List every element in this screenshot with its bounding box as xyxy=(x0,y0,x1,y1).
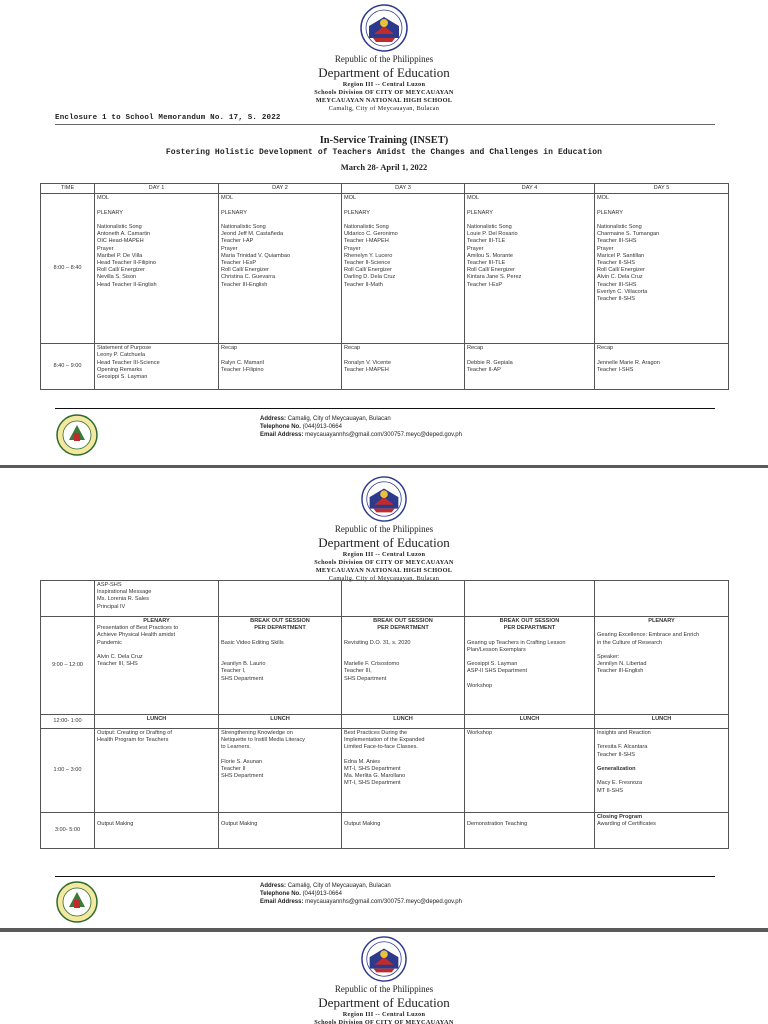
cell-line: Nevilla S. Sison xyxy=(97,274,137,281)
cell-line: Teacher III-SHS xyxy=(597,281,637,288)
table-row xyxy=(41,813,729,849)
cell-line xyxy=(467,217,592,224)
cell-line: Teacher III, xyxy=(344,668,372,675)
cell-line: Uldarico C. Geronimo xyxy=(344,231,398,238)
cell-line: Revisiting D.O. 31, s. 2020 xyxy=(344,639,411,646)
day2-cell xyxy=(219,715,342,729)
cell-line: Health Program for Teachers xyxy=(97,737,169,744)
cell-line: Maricel P. Santillan xyxy=(597,252,645,259)
cell-line: Antoneth A. Camartin xyxy=(97,231,151,238)
cell-line xyxy=(597,352,726,359)
cell-line xyxy=(221,814,339,821)
day3-cell xyxy=(342,729,465,813)
cell-line: Ma. Merlita G. Marollano xyxy=(344,773,406,780)
cell-line: OIC Head-MAPEH xyxy=(97,238,144,245)
document-page-2 xyxy=(0,468,768,928)
footer-email: meycauayannhs@gmail.com/300757.meyc@deped.gov.ph xyxy=(305,432,462,438)
cell-line: Nationalistic Song xyxy=(467,224,512,231)
cell-line: Output: Creating or Drafting of xyxy=(97,730,172,736)
department-name: Department of Education xyxy=(318,65,450,80)
cell-line xyxy=(97,202,216,209)
cell-line: Prayer xyxy=(344,245,361,252)
school-address: Camalig, City of Meycauayan, Bulacan xyxy=(328,105,440,112)
day2-cell xyxy=(219,617,342,715)
cell-line: Roll Call/ Energizer xyxy=(221,267,269,274)
day1-cell xyxy=(95,617,219,715)
letterhead xyxy=(0,476,768,583)
cell-line: MOL xyxy=(344,195,357,202)
day5-cell xyxy=(595,729,729,813)
day4-cell xyxy=(465,813,595,849)
day2-cell xyxy=(219,344,342,390)
cell-line: Head Teacher II-Filipino xyxy=(97,260,156,267)
cell-line: PLENARY xyxy=(648,618,675,624)
cell-line: Teacher I-Filipino xyxy=(221,366,264,373)
footer-telephone: (044)913-0664 xyxy=(302,891,342,897)
cell-line: Darling D. Dela Cruz xyxy=(344,274,396,281)
cell-line: Limited Face-to-face Classes. xyxy=(344,744,418,751)
cell-line xyxy=(221,217,339,224)
time-cell: 9:00 – 12:00 xyxy=(41,617,95,715)
cell-line: Presentation of Best Practices to xyxy=(97,625,179,632)
table-row xyxy=(41,344,729,390)
cell-line: PER DEPARTMENT xyxy=(503,625,556,632)
cell-line: Workshop xyxy=(467,682,493,689)
cell-line: MT-I, SHS Department xyxy=(344,780,401,787)
cell-line: Workshop xyxy=(467,730,493,736)
cell-line xyxy=(97,217,216,224)
cell-line: PLENARY xyxy=(597,209,624,216)
deped-seal-icon xyxy=(361,936,407,982)
telephone-label: Telephone No. xyxy=(260,891,301,897)
cell-line: Teacher I-EsP xyxy=(221,260,257,267)
cell-line: Geosippi S. Layman xyxy=(97,374,148,381)
cell-line: Teacher II-AP xyxy=(467,366,501,373)
cell-line: Netiquette to Instill Media Literacy xyxy=(221,737,305,744)
time-cell: 3:00- 5:00 xyxy=(41,813,95,849)
table-header-row xyxy=(41,184,729,194)
cell-line: MT-I, SHS Department xyxy=(344,766,401,773)
region-text: Region III -- Central Luzon xyxy=(342,551,426,558)
cell-line xyxy=(467,202,592,209)
header-cell: DAY 3 xyxy=(342,184,465,194)
cell-line: Charmaine S. Tumangan xyxy=(597,231,660,238)
cell-line: in the Culture of Research xyxy=(597,639,662,646)
cell-line xyxy=(97,814,216,821)
cell-line xyxy=(597,759,726,766)
cell-line: Teacher III, SHS xyxy=(97,661,138,668)
time-cell: 8:40 – 9:00 xyxy=(41,344,95,390)
cell-line: Teacher III-SHS xyxy=(597,238,637,245)
email-label: Email Address: xyxy=(260,899,304,905)
cell-line: Roll Call/ Energizer xyxy=(597,267,645,274)
cell-line xyxy=(221,647,339,654)
cell-line: ASP-II SHS Department xyxy=(467,668,527,675)
day5-cell xyxy=(595,813,729,849)
cell-line: Leony P. Catchuela xyxy=(97,352,146,359)
footer-address: Camalig, City of Meycauayan, Bulacan xyxy=(287,416,391,422)
cell-line: MOL xyxy=(467,195,480,202)
cell-line: Teacher III-TLE xyxy=(467,260,506,267)
cell-line: LUNCH xyxy=(270,716,290,722)
cell-line: MOL xyxy=(597,195,610,202)
cell-line xyxy=(344,202,462,209)
cell-line: Jeanilyn B. Laurio xyxy=(221,661,266,668)
department-name: Department of Education xyxy=(318,995,450,1010)
cell-line: Prayer xyxy=(467,245,484,252)
day4-cell xyxy=(465,344,595,390)
cell-line xyxy=(221,752,339,759)
cell-line: Head Teacher II-English xyxy=(97,281,157,288)
cell-line: Implementation of the Expanded xyxy=(344,737,425,744)
cell-line: Marielle F. Crisostomo xyxy=(344,661,400,668)
day3-cell xyxy=(342,617,465,715)
cell-line: Speaker: xyxy=(597,654,620,661)
cell-line: Kintara Jane S. Perez xyxy=(467,274,522,281)
cell-line: LUNCH xyxy=(393,716,413,722)
footer-contact xyxy=(260,882,462,906)
cell-line xyxy=(344,647,462,654)
cell-line: Teacher III-English xyxy=(597,668,644,675)
cell-line: Teacher I-EsP xyxy=(467,281,503,288)
cell-line: Nationalistic Song xyxy=(597,224,642,231)
footer-email: meycauayannhs@gmail.com/300757.meyc@deped.gov.ph xyxy=(305,899,462,905)
cell-line: MT II-SHS xyxy=(597,787,624,794)
cell-line: Opening Remarks xyxy=(97,366,143,373)
header-cell: DAY 1 xyxy=(95,184,219,194)
division-text: Schools Division OF CITY OF MEYCAUAYAN xyxy=(314,559,454,566)
footer-telephone: (044)913-0664 xyxy=(302,424,342,430)
cell-line: Nationalistic Song xyxy=(344,224,389,231)
day3-cell xyxy=(342,194,465,344)
cell-line xyxy=(344,814,462,821)
day5-cell xyxy=(595,715,729,729)
address-label: Address: xyxy=(260,416,287,422)
document-title: In-Service Training (INSET) xyxy=(319,135,449,146)
schedule-table-2 xyxy=(40,580,729,849)
document-dates: March 28- April 1, 2022 xyxy=(340,162,428,172)
cell-line: Recap xyxy=(344,345,361,352)
cell-line: Output Making xyxy=(344,821,381,828)
cell-line xyxy=(597,217,726,224)
divider xyxy=(55,124,715,125)
cell-line: Teacher II xyxy=(221,766,246,773)
cell-line: Teacher II-SHS xyxy=(597,751,635,758)
cell-line: Rhenelyn Y. Lucero xyxy=(344,252,393,259)
cell-line: SHS Department xyxy=(221,675,264,682)
cell-line: Christina C. Guevarra xyxy=(221,274,276,281)
cell-line: Edna M. Anies xyxy=(344,758,381,765)
day4-cell xyxy=(465,194,595,344)
cell-line: Nationalistic Song xyxy=(221,224,266,231)
cell-line: Teresita F. Alcantara xyxy=(597,744,648,751)
footer-contact xyxy=(260,415,462,439)
day1-cell xyxy=(95,813,219,849)
cell-line: Recap xyxy=(597,345,614,352)
header-cell: DAY 4 xyxy=(465,184,595,194)
cell-line: Closing Program xyxy=(597,814,643,820)
cell-line: PLENARY xyxy=(97,209,124,216)
school-seal-icon xyxy=(56,414,98,456)
deped-seal-icon xyxy=(361,476,407,522)
cell-line: Macy E. Fresnoza xyxy=(597,780,643,787)
cell-line: Jeond Jeff M. Castañeda xyxy=(221,231,284,238)
cell-line: Teacher III-English xyxy=(221,281,268,288)
cell-line: LUNCH xyxy=(651,716,672,722)
deped-seal-icon xyxy=(360,4,408,52)
day3-cell xyxy=(342,344,465,390)
division-text: Schools Division OF CITY OF MEYCAUAYAN xyxy=(314,1019,454,1024)
cell-line xyxy=(597,647,726,654)
cell-line: Insights and Reaction xyxy=(597,730,651,736)
day4-cell xyxy=(465,617,595,715)
cell-line: Teacher I-SHS xyxy=(597,366,634,373)
document-page-3 xyxy=(0,932,768,1024)
table-row xyxy=(41,729,729,813)
day2-cell xyxy=(219,729,342,813)
cell-line xyxy=(344,352,462,359)
cell-line: Roll Call/ Energizer xyxy=(344,267,392,274)
cell-line xyxy=(221,654,339,661)
cell-line: Geosippi S. Layman xyxy=(467,661,518,668)
cell-line: Ralyn C. Mamaril xyxy=(221,359,264,366)
cell-line xyxy=(344,654,462,661)
cell-line: Maria Trinidad V. Quiambao xyxy=(221,252,291,259)
day1-cell xyxy=(95,344,219,390)
telephone-label: Telephone No. xyxy=(260,424,301,430)
cell-line: PLENARY xyxy=(344,209,371,216)
address-label: Address: xyxy=(260,883,287,889)
day5-cell xyxy=(595,194,729,344)
cell-line: Plan/Lesson Exemplars xyxy=(467,646,526,653)
department-name: Department of Education xyxy=(318,535,450,550)
cell-line: SHS Department xyxy=(221,773,264,780)
cell-line: Statement of Purpose xyxy=(97,345,152,352)
cell-line: Louie P. Del Rosario xyxy=(467,231,518,238)
cell-line: Recap xyxy=(221,345,238,352)
day4-cell xyxy=(465,715,595,729)
cell-line: Prayer xyxy=(97,245,114,252)
letterhead xyxy=(0,936,768,1024)
cell-line: Output Making xyxy=(221,821,258,828)
day1-cell xyxy=(95,729,219,813)
cell-line: Florie S. Asunan xyxy=(221,758,263,765)
table-row xyxy=(41,715,729,729)
cell-line xyxy=(467,352,592,359)
table-row xyxy=(41,617,729,715)
cell-line: Maribel P. De Villa xyxy=(97,252,143,259)
cell-line: PLENARY xyxy=(467,209,494,216)
enclosure-note: Enclosure 1 to School Memorandum No. 17, S. 2022 xyxy=(55,114,281,122)
header-cell: DAY 5 xyxy=(595,184,729,194)
school-name: MEYCAUAYAN NATIONAL HIGH SCHOOL xyxy=(315,97,453,104)
cell-line: Demonstration Teaching xyxy=(467,821,528,828)
cell-line: Gearing Excellence: Embrace and Enrich xyxy=(597,632,700,639)
cell-line: Teacher III-TLE xyxy=(467,238,506,245)
cell-line xyxy=(344,632,462,639)
cell-line xyxy=(467,814,592,821)
cell-line: Teacher I-AP xyxy=(221,238,254,245)
cell-line: Basic Video Editing Skills xyxy=(221,639,284,646)
cell-line: BREAK OUT SESSION xyxy=(373,618,433,624)
region-text: Region III -- Central Luzon xyxy=(342,1011,426,1018)
cell-line: MOL xyxy=(97,195,110,202)
cell-line: PER DEPARTMENT xyxy=(254,625,306,632)
cell-line xyxy=(467,654,592,661)
cell-line: Alvin C. Dela Cruz xyxy=(97,654,143,661)
cell-line xyxy=(344,752,462,759)
document-page-1 xyxy=(0,0,768,465)
cell-line xyxy=(221,352,339,359)
cell-line: Head Teacher III-Science xyxy=(97,359,160,366)
day2-cell xyxy=(219,813,342,849)
cell-line: Ronalyn V. Vicente xyxy=(344,359,391,366)
cell-line: Output Making xyxy=(97,821,134,828)
day4-cell xyxy=(465,729,595,813)
schedule-table-1 xyxy=(40,183,729,390)
cell-line: Teacher I, xyxy=(221,668,246,675)
footer-divider xyxy=(55,408,715,409)
cell-line xyxy=(97,647,216,654)
table-row xyxy=(41,194,729,344)
day5-cell xyxy=(595,617,729,715)
school-address: Camalig, City of Meycauayan, Bulacan xyxy=(328,575,440,582)
footer-divider xyxy=(55,876,715,877)
cell-line: PER DEPARTMENT xyxy=(377,625,429,632)
footer-address: Camalig, City of Meycauayan, Bulacan xyxy=(287,883,391,889)
cell-line xyxy=(467,632,592,639)
cell-line: to Learners. xyxy=(221,744,251,751)
cell-line: Amilou S. Morante xyxy=(467,252,514,259)
school-name: MEYCAUAYAN NATIONAL HIGH SCHOOL xyxy=(315,567,453,574)
cell-line: Strengthening Knowledge on xyxy=(221,730,293,736)
day3-cell xyxy=(342,715,465,729)
cell-line xyxy=(221,202,339,209)
time-cell: 12:00- 1:00 xyxy=(41,715,95,729)
cell-line: Debbie R. Gepiala xyxy=(467,359,513,366)
cell-line: Recap xyxy=(467,345,484,352)
school-seal-icon xyxy=(56,881,98,923)
cell-line: Teacher I-MAPEH xyxy=(344,238,389,245)
header-cell: TIME xyxy=(41,184,95,194)
cell-line xyxy=(597,625,726,632)
day1-top-cell: ASP-SHS Inspirational Message Ms. Lorenia R. Sales Principal IV xyxy=(95,581,219,617)
day5-cell xyxy=(595,344,729,390)
cell-line xyxy=(597,202,726,209)
day2-cell xyxy=(219,194,342,344)
cell-line: Roll Call/ Energizer xyxy=(97,267,145,274)
cell-line: Generalization xyxy=(597,766,636,773)
cell-line xyxy=(221,632,339,639)
cell-line: Awarding of Certificates xyxy=(597,821,656,828)
region-text: Region III -- Central Luzon xyxy=(342,81,426,88)
cell-line: Roll Call/ Energizer xyxy=(467,267,515,274)
cell-line xyxy=(597,773,726,780)
cell-line: LUNCH xyxy=(519,716,540,722)
cell-line: Jennilyn N. Libertad xyxy=(597,661,647,668)
cell-line: Everlyn C. Villacorta xyxy=(597,288,648,295)
cell-line: Achieve Physical Health amidst xyxy=(97,632,176,639)
republic-text: Republic of the Philippines xyxy=(334,524,434,534)
cell-line xyxy=(597,737,726,744)
division-text: Schools Division OF CITY OF MEYCAUAYAN xyxy=(314,89,454,96)
cell-line: Pandemic xyxy=(97,639,122,646)
letterhead xyxy=(0,4,768,113)
time-cell: 8:00 – 8:40 xyxy=(41,194,95,344)
cell-line: Best Practices During the xyxy=(344,730,408,736)
republic-text: Republic of the Philippines xyxy=(334,54,434,64)
cell-line: BREAK OUT SESSION xyxy=(499,618,560,624)
republic-text: Republic of the Philippines xyxy=(334,984,434,994)
cell-line: Teacher II-SHS xyxy=(597,260,635,267)
cell-line: Jennelle Marie R. Aragon xyxy=(597,359,660,366)
cell-line: Prayer xyxy=(221,245,238,252)
cell-line: Teacher II-Math xyxy=(344,281,383,288)
cell-line xyxy=(467,676,592,683)
cell-line: SHS Department xyxy=(344,675,387,682)
email-label: Email Address: xyxy=(260,432,304,438)
time-cell: 1:00 – 3:00 xyxy=(41,729,95,813)
cell-line: BREAK OUT SESSION xyxy=(250,618,310,624)
cell-line: Prayer xyxy=(597,245,614,252)
cell-line xyxy=(344,217,462,224)
cell-line: Gearing up Teachers in Crafting Lesson xyxy=(467,639,566,646)
cell-line: Teacher I-MAPEH xyxy=(344,366,389,373)
cell-line: MOL xyxy=(221,195,234,202)
document-subtitle: Fostering Holistic Development of Teachers Amidst the Changes and Challenges in Education xyxy=(165,148,603,157)
cell-line: LUNCH xyxy=(146,716,167,722)
cell-line: PLENARY xyxy=(221,209,248,216)
header-cell: DAY 2 xyxy=(219,184,342,194)
day1-cell xyxy=(95,194,219,344)
cell-line: Alvin C. Dela Cruz xyxy=(597,274,643,281)
cell-line: PLENARY xyxy=(143,618,170,624)
table-row xyxy=(41,581,729,617)
day1-cell xyxy=(95,715,219,729)
cell-line: Teacher II-Science xyxy=(344,260,391,267)
cell-line: Teacher II-SHS xyxy=(597,296,635,303)
day3-cell xyxy=(342,813,465,849)
cell-line: Nationalistic Song xyxy=(97,224,142,231)
